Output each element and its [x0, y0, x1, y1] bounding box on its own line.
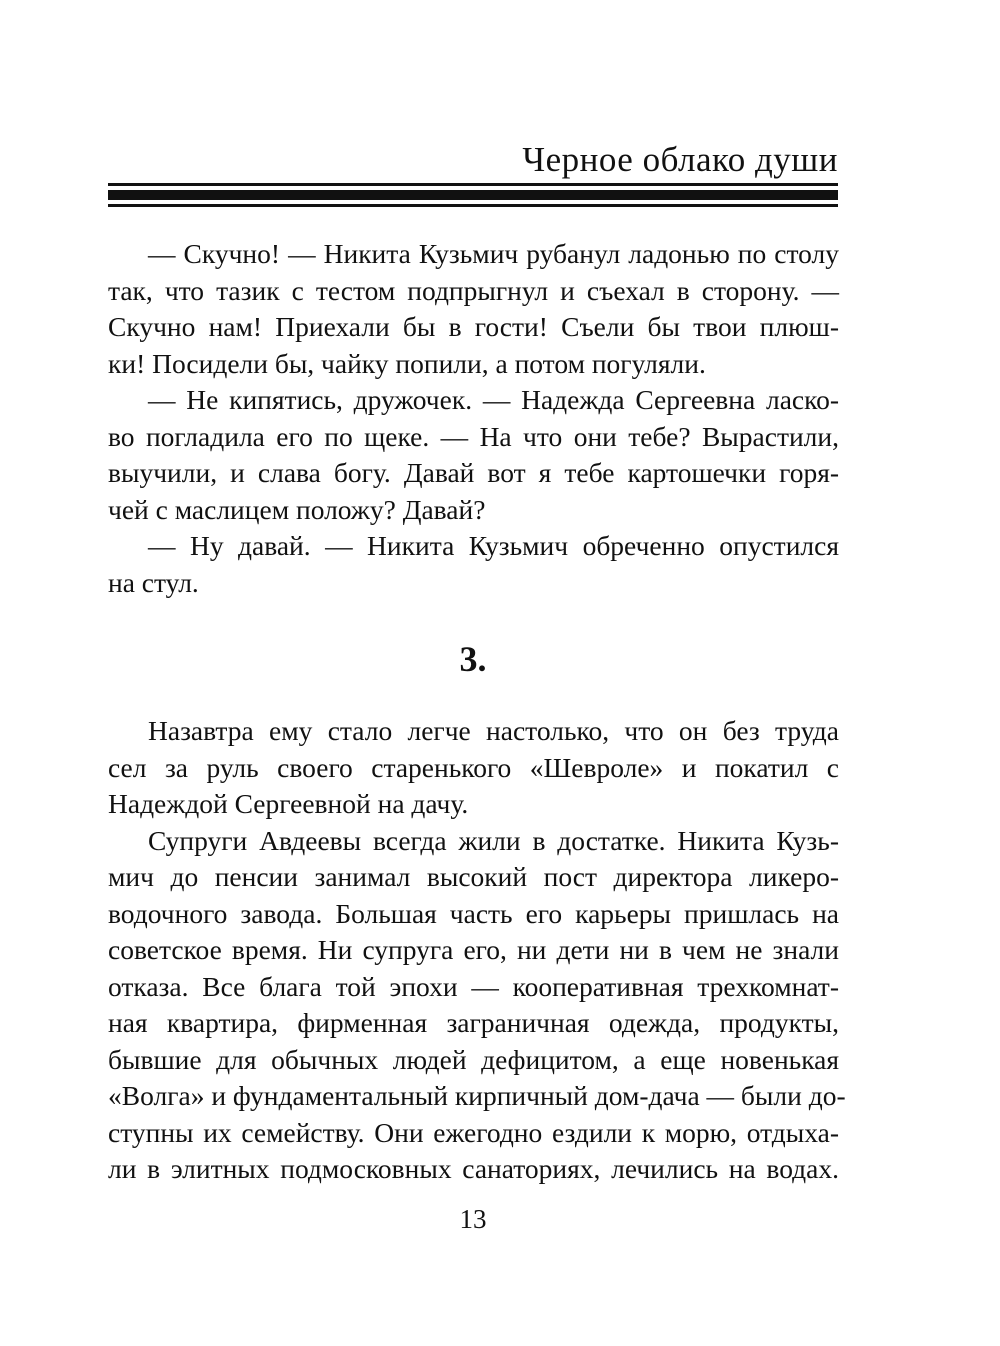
text-line: ки! Посидели бы, чайку попили, а потом погуляли. — [108, 347, 706, 379]
header-rule-thin-bottom — [108, 204, 838, 207]
text-line: Скучно нам! Приехали бы в гости! Съели бы твои плюш- — [108, 311, 839, 342]
text-line: ная квартира, фирменная заграничная одежда, продукты, — [108, 1007, 839, 1038]
text-line: Надеждой Сергеевной на дачу. — [108, 788, 469, 819]
text-line: так, что тазик с тестом подпрыгнул и съехал в сторону. — — [108, 274, 839, 306]
paragraph — [108, 236, 839, 382]
dialogue-section — [108, 236, 839, 601]
text-line: водочного завода. Большая часть его карьеры пришлась на — [108, 897, 839, 929]
text-line: Назавтра ему стало легче настолько, что он без труда — [148, 715, 839, 746]
page-number: 13 — [459, 1204, 487, 1234]
text-line: ли в элитных подмосковных санаториях, лечились на водах. — [108, 1153, 839, 1184]
header-rule-thin-top — [108, 183, 838, 186]
paragraph — [108, 528, 839, 601]
narrative-section — [108, 713, 846, 1188]
text-line: «Волга» и фундаментальный кирпичный дом-дача — были до- — [108, 1080, 846, 1111]
text-line: Супруги Авдеевы всегда жили в достатке. Никита Кузь- — [148, 824, 839, 856]
text-line: бывшие для обычных людей дефицитом, а еще новенькая — [108, 1043, 839, 1075]
text-line: во погладила его по щеке. — На что они тебе? Вырастили, — [108, 420, 839, 452]
chapter-number: 3. — [459, 639, 487, 679]
header-rule-thick — [108, 190, 838, 200]
text-line: чей с маслицем положу? Давай? — [108, 493, 486, 525]
paragraph — [108, 382, 839, 528]
text-line: советское время. Ни супруга его, ни дети ни в чем не знали — [108, 934, 839, 965]
text-line: мич до пенсии занимал высокий пост директора ликеро- — [108, 861, 839, 892]
text-line: — Скучно! — Никита Кузьмич рубанул ладонью по столу — [148, 238, 839, 269]
text-line: выучили, и слава богу. Давай вот я тебе картошечки горя- — [108, 457, 839, 488]
text-line: отказа. Все блага той эпохи — кооперативная трехкомнат- — [108, 970, 839, 1002]
text-line: на стул. — [108, 566, 199, 598]
text-line: — Не кипятись, дружочек. — Надежда Сергеевна ласко- — [148, 384, 839, 415]
text-line: сел за руль своего старенького «Шевроле» и покатил с — [108, 751, 839, 783]
text-line: — Ну давай. — Никита Кузьмич обреченно опустился — [148, 530, 839, 561]
paragraph — [108, 713, 839, 823]
text-line: ступны их семейству. Они ежегодно ездили к морю, отдыха- — [108, 1116, 839, 1148]
running-title: Черное облако души — [522, 140, 838, 179]
paragraph — [108, 823, 846, 1188]
